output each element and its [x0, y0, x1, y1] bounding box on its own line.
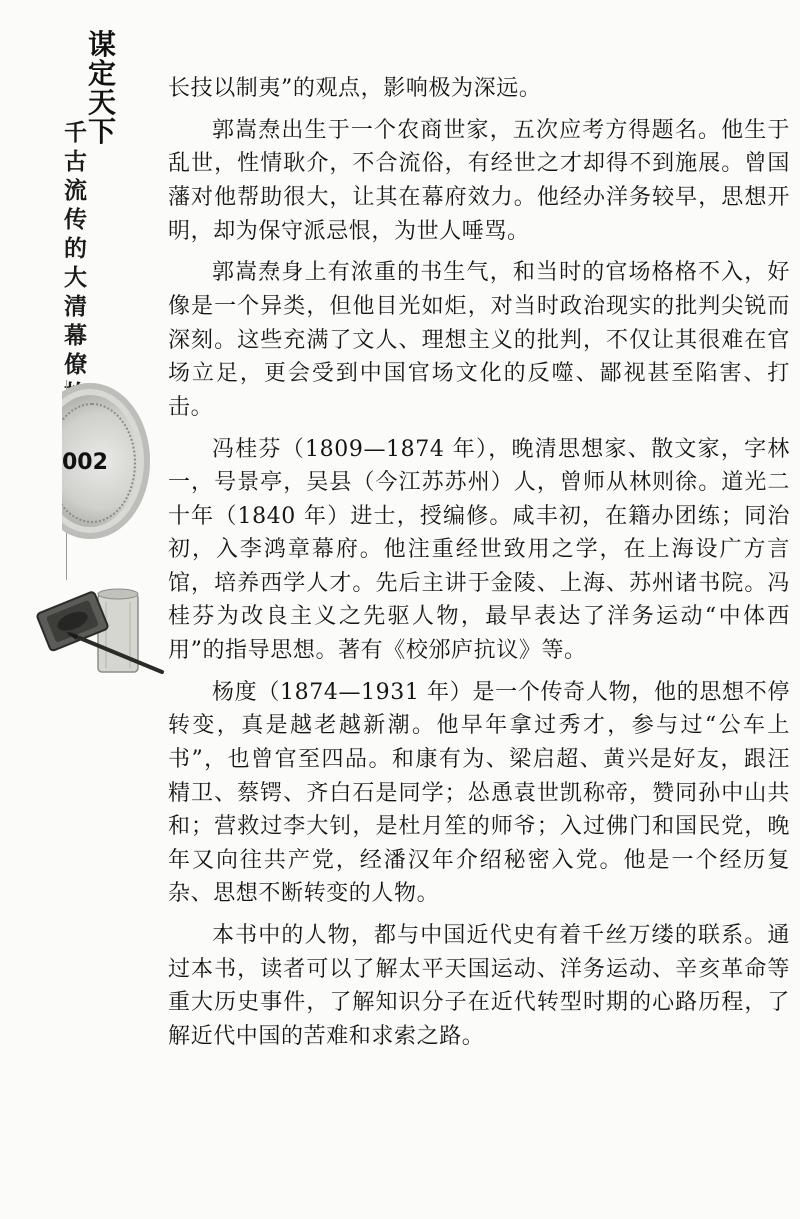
- book-title: 谋定天下: [88, 28, 117, 148]
- paragraph-guo-songtao-background: 郭嵩焘出生于一个农商世家，五次应考方得题名。他生于乱世，性情耿介，不合流俗，有经世之才却得不到施展。曾国藩对他帮助很大，让其在幕府效力。他经办洋务较早，思想开明，却为保守派忌恨，为世人唾骂。: [168, 117, 790, 244]
- paragraph-continued: 长技以制夷”的观点，影响极为深远。: [168, 76, 542, 101]
- body-text: [168, 72, 790, 1054]
- paragraph-yang-du: 杨度（1874—1931 年）是一个传奇人物，他的思想不停转变，真是越老越新潮。他早年拿过秀才，参与过“公车上书”，也曾官至四品。和康有为、梁启超、黄兴是好友，跟汪精卫、蔡锷、齐白石是同学；怂恿袁世凯称帝，赞同孙中山共和；营救过李大钊，是杜月笙的师爷；入过佛门和国民党，晚年又向往共产党，经潘汉年介绍秘密入党。他是一个经历复杂、思想不断转变的人物。: [168, 679, 790, 907]
- paragraph-guo-songtao-character: 郭嵩焘身上有浓重的书生气，和当时的官场格格不入，好像是一个异类，但他目光如炬，对当时政治现实的批判尖锐而深刻。这些充满了文人、理想主义的批判，不仅让其很难在官场立足，更会受到中国官场文化的反噬、鄙视甚至陷害、打击。: [168, 260, 790, 420]
- inkstone-and-brush-icon: [36, 572, 166, 692]
- page-number: 002: [62, 450, 108, 475]
- paragraph-book-summary: 本书中的人物，都与中国近代史有着千丝万缕的联系。通过本书，读者可以了解太平天国运动、洋务运动、辛亥革命等重大历史事件，了解知识分子在近代转型时期的心路历程，了解近代中国的苦难和求索之路。: [168, 923, 790, 1049]
- page-edge: [0, 370, 62, 550]
- paragraph-feng-guifen: 冯桂芬（1809—1874 年），晚清思想家、散文家，字林一，号景亭，吴县（今江苏苏州）人，曾师从林则徐。道光二十年（1840 年）进士，授编修。咸丰初，在籍办团练；同治初，入李鸿章幕府。他注重经世致用之学，在上海设广方言馆，培养西学人才。先后主讲于金陵、上海、苏州诸书院。冯桂芬为改良主义之先驱人物，最早表达了洋务运动“中体西用”的指导思想。著有《校邠庐抗议》等。: [168, 436, 790, 664]
- series-title: 千古流传的大清幕僚: [64, 119, 87, 378]
